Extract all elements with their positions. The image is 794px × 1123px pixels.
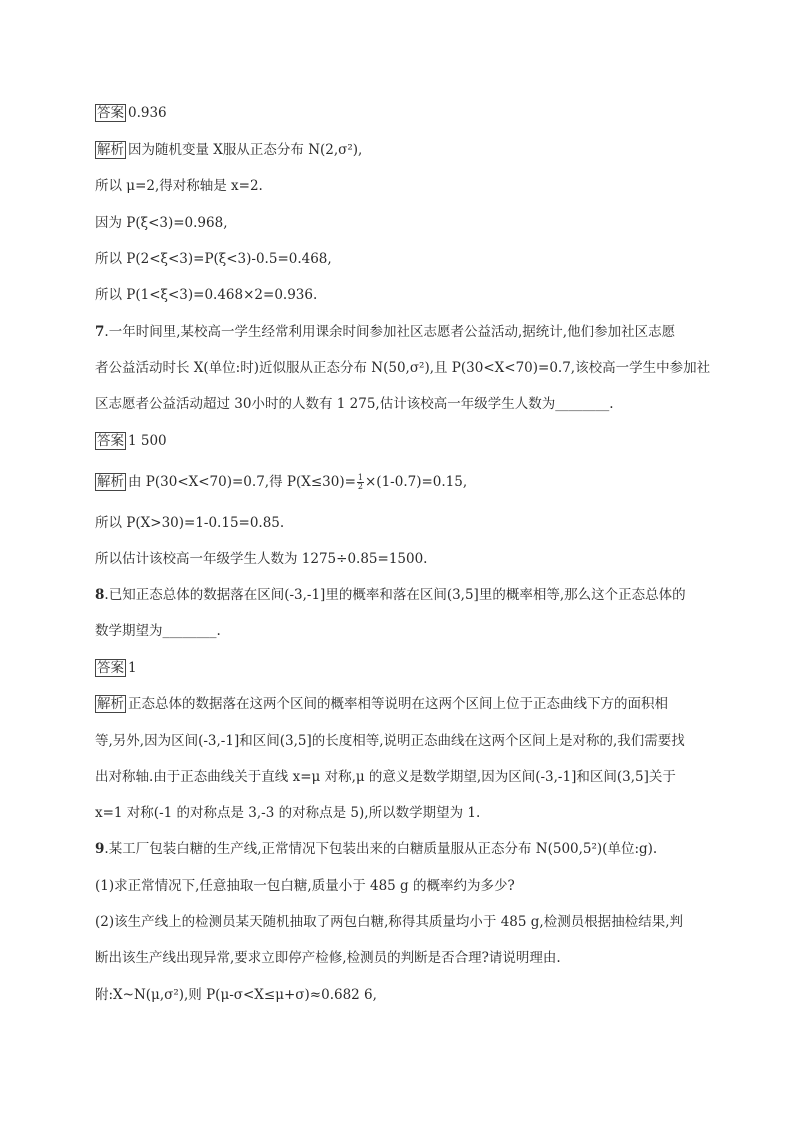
q9-part-2-line-2: 断出该生产线出现异常,要求立即停产检修,检测员的判断是否合理?请说明理由. (95, 950, 561, 966)
answer-tag: 答案 (97, 433, 124, 449)
q7-answer-value: 1 500 (128, 433, 167, 449)
q8-analysis-line-2: 等,另外,因为区间(-3,-1]和区间(3,5]的长度相等,说明正态曲线在这两个区间上是对称的,我们需要找 (95, 733, 685, 749)
q9-stem-text: .某工厂包装白糖的生产线,正常情况下包装出来的白糖质量服从正态分布 N(500,5²)(单位:g). (104, 841, 658, 857)
q8-number: 8 (95, 587, 105, 603)
analysis-tag: 解析 (97, 696, 124, 712)
fraction-denominator: 2 (357, 482, 363, 491)
q6-analysis-line-1 (95, 140, 362, 160)
q7-analysis-line-3: 所以估计该校高一年级学生人数为 1275÷0.85=1500. (95, 551, 428, 567)
q7-analysis-pre: 由 P(30<X<70)=0.7,得 P(X≤30)= (128, 474, 356, 490)
q9-number: 9 (95, 841, 105, 857)
q9-stem-line-1 (95, 839, 657, 859)
q7-stem-line-2: 者公益活动时长 X(单位:时)近似服从正态分布 N(50,σ²),且 P(30<X<70)=0.7,该校高一学生中参加社 (95, 360, 711, 376)
q6-answer-value: 0.936 (128, 105, 167, 121)
q7-number: 7 (95, 324, 105, 340)
q7-answer-line (95, 431, 167, 451)
q8-analysis-text: 正态总体的数据落在这两个区间的概率相等说明在这两个区间上位于正态曲线下方的面积相 (128, 696, 668, 712)
q8-stem-text: .已知正态总体的数据落在区间(-3,-1]里的概率和落在区间(3,5]里的概率相等,那么这个正态总体的 (104, 587, 686, 603)
q8-answer-line (95, 658, 137, 678)
q6-analysis-text: 因为随机变量 X服从正态分布 N(2,σ²), (128, 142, 363, 158)
q6-analysis-line-2: 所以 μ=2,得对称轴是 x=2. (95, 178, 263, 194)
q7-analysis-line-1 (95, 472, 467, 492)
q8-analysis-line-4: x=1 对称(-1 的对称点是 3,-3 的对称点是 5),所以数学期望为 1. (95, 805, 481, 821)
q9-part-2-line-1: (2)该生产线上的检测员某天随机抽取了两包白糖,称得其质量均小于 485 g,检测员根据抽检结果,判 (95, 914, 683, 930)
q7-analysis-line-2: 所以 P(X>30)=1-0.15=0.85. (95, 515, 285, 531)
q8-stem-line-1 (95, 585, 686, 605)
q8-answer-value: 1 (128, 660, 137, 676)
q6-analysis-line-5: 所以 P(1<ξ<3)=0.468×2=0.936. (95, 287, 318, 303)
q7-analysis-post: ×(1-0.7)=0.15, (365, 474, 468, 490)
one-half-fraction (357, 474, 364, 491)
q9-appendix: 附:X~N(μ,σ²),则 P(μ-σ<X≤μ+σ)≈0.682 6, (95, 987, 377, 1003)
q6-analysis-line-4: 所以 P(2<ξ<3)=P(ξ<3)-0.5=0.468, (95, 251, 332, 267)
analysis-tag: 解析 (97, 142, 124, 158)
q7-stem-line-1 (95, 322, 675, 342)
q9-part-1: (1)求正常情况下,任意抽取一包白糖,质量小于 485 g 的概率约为多少? (95, 878, 515, 894)
analysis-tag: 解析 (97, 474, 124, 490)
q6-answer-line (95, 103, 167, 123)
answer-tag: 答案 (97, 660, 124, 676)
answer-tag: 答案 (97, 105, 124, 121)
q8-analysis-line-3: 出对称轴.由于正态曲线关于直线 x=μ 对称,μ 的意义是数学期望,因为区间(-3,-1]和区间(3,5]关于 (95, 769, 676, 785)
q8-stem-line-2: 数学期望为________. (95, 623, 221, 639)
q7-stem-text: .一年时间里,某校高一学生经常利用课余时间参加社区志愿者公益活动,据统计,他们参加社区志愿 (104, 324, 676, 340)
fraction-numerator: 1 (357, 473, 363, 482)
q6-analysis-line-3: 因为 P(ξ<3)=0.968, (95, 215, 228, 231)
q8-analysis-line-1 (95, 694, 668, 714)
q7-stem-line-3: 区志愿者公益活动超过 30小时的人数有 1 275,估计该校高一年级学生人数为________. (95, 396, 614, 412)
